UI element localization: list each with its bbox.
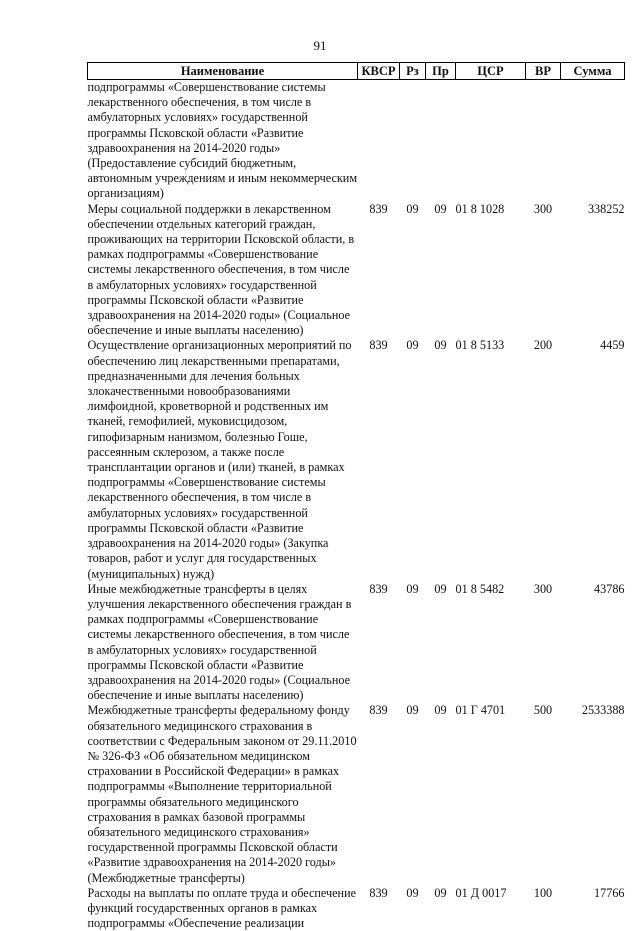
row-sum: 4459 xyxy=(600,338,625,353)
row-sum xyxy=(561,80,625,202)
row-rz: 09 xyxy=(406,581,419,596)
row-pr: 09 xyxy=(434,885,447,900)
row-kvsr: 839 xyxy=(369,338,388,353)
row-name: Меры социальной поддержки в лекарственном обеспечении отдельных категорий граждан, проживающих на территории Псковской области, в рамках подпрограммы «Совершенствование системы лекарственного обеспечения, в том числе в амбулаторных условиях» государственной программы Псковской области «Развитие здравоохранения на 2014-2020 годы» (Социальное обеспечение и иные выплаты населению) xyxy=(87,201,355,338)
row-rz xyxy=(400,80,426,202)
row-name: подпрограммы «Совершенствование системы лекарственного обеспечения, в том числе в амбулаторных условиях» государственной программы Псковской области «Развитие здравоохранения на 2014-2020 годы» (Предоставление субсидий бюджетным, автономным учреждениям и иным некоммерческим организациям) xyxy=(87,80,358,201)
header-vr: ВР xyxy=(526,63,561,80)
row-kvsr: 839 xyxy=(369,703,388,718)
row-rz: 09 xyxy=(406,201,419,216)
row-rz: 09 xyxy=(406,338,419,353)
row-rz: 09 xyxy=(406,885,419,900)
table-header-row xyxy=(88,63,625,80)
header-name: Наименование xyxy=(88,63,358,80)
row-vr: 200 xyxy=(533,338,553,353)
header-csr: ЦСР xyxy=(456,63,526,80)
row-csr: 01 8 1028 xyxy=(455,201,505,216)
row-name: Межбюджетные трансферты федеральному фонду обязательного медицинского страхования в соответствии с Федеральным законом от 29.11.2010 № 326-ФЗ «Об обязательном медицинском страховании в Российской Федерации» в рамках подпрограммы «Выполнение территориальной программы обязательного медицинского страхования в рамках базовой программы обязательного медицинского страхования» государственной программы Псковской области «Развитие здравоохранения на 2014-2020 годы» (Межбюджетные трансферты) xyxy=(87,703,357,885)
row-kvsr: 839 xyxy=(369,201,388,216)
row-kvsr xyxy=(358,80,400,202)
row-csr: 01 8 5133 xyxy=(455,338,505,353)
header-pr: Пр xyxy=(426,63,456,80)
table-row xyxy=(88,80,625,202)
header-rz: Рз xyxy=(400,63,426,80)
budget-table xyxy=(87,62,625,931)
row-kvsr: 839 xyxy=(369,885,388,900)
row-name: Осуществление организационных мероприятий по обеспечению лиц лекарственными препаратами, предназначенными для лечения больных злокачественными новообразованиями лимфоидной, кроветворной и родственных им тканей, гемофилией, муковисцидозом, гипофизарным нанизмом, болезнью Гоше, рассеянным склерозом, а также после трансплантации органов и (или) тканей, в рамках подпрограммы «Совершенствование системы лекарственного обеспечения, в том числе в амбулаторных условиях» государственной программы Псковской области «Развитие здравоохранения на 2014-2020 годы» (Закупка товаров, работ и услуг для государственных (муниципальных) нужд) xyxy=(87,338,352,581)
row-pr: 09 xyxy=(434,581,447,596)
header-sum: Сумма xyxy=(561,63,625,80)
row-name: Иные межбюджетные трансферты в целях улучшения лекарственного обеспечения граждан в рамках подпрограммы «Совершенствование системы лекарственного обеспечения, в том числе в амбулаторных условиях» государственной программы Псковской области «Развитие здравоохранения на 2014-2020 годы» (Социальное обеспечение и иные выплаты населению) xyxy=(87,581,352,703)
row-rz: 09 xyxy=(406,703,419,718)
table-row xyxy=(88,202,625,339)
row-csr: 01 8 5482 xyxy=(455,581,505,596)
header-kvsr: КВСР xyxy=(358,63,400,80)
row-pr: 09 xyxy=(434,703,447,718)
row-csr: 01 Д 0017 xyxy=(455,885,507,900)
row-sum: 338252 xyxy=(587,201,625,216)
row-kvsr: 839 xyxy=(369,581,388,596)
row-csr xyxy=(456,80,526,202)
row-sum: 2533388 xyxy=(581,703,625,718)
row-vr: 300 xyxy=(533,581,553,596)
table-row xyxy=(88,886,625,931)
page-number: 91 xyxy=(313,38,327,53)
row-name: Расходы на выплаты по оплате труда и обеспечение функций государственных органов в рамках подпрограммы «Обеспечение реализации xyxy=(87,885,356,931)
row-pr: 09 xyxy=(434,338,447,353)
row-pr: 09 xyxy=(434,201,447,216)
row-vr: 300 xyxy=(533,201,553,216)
table-row xyxy=(88,582,625,704)
row-vr: 100 xyxy=(533,885,553,900)
row-pr xyxy=(426,80,456,202)
row-vr: 500 xyxy=(533,703,553,718)
row-sum: 43786 xyxy=(594,581,625,596)
row-vr xyxy=(526,80,561,202)
table-row xyxy=(88,338,625,581)
row-csr: 01 Г 4701 xyxy=(455,703,506,718)
table-row xyxy=(88,703,625,885)
row-sum: 17766 xyxy=(594,885,625,900)
